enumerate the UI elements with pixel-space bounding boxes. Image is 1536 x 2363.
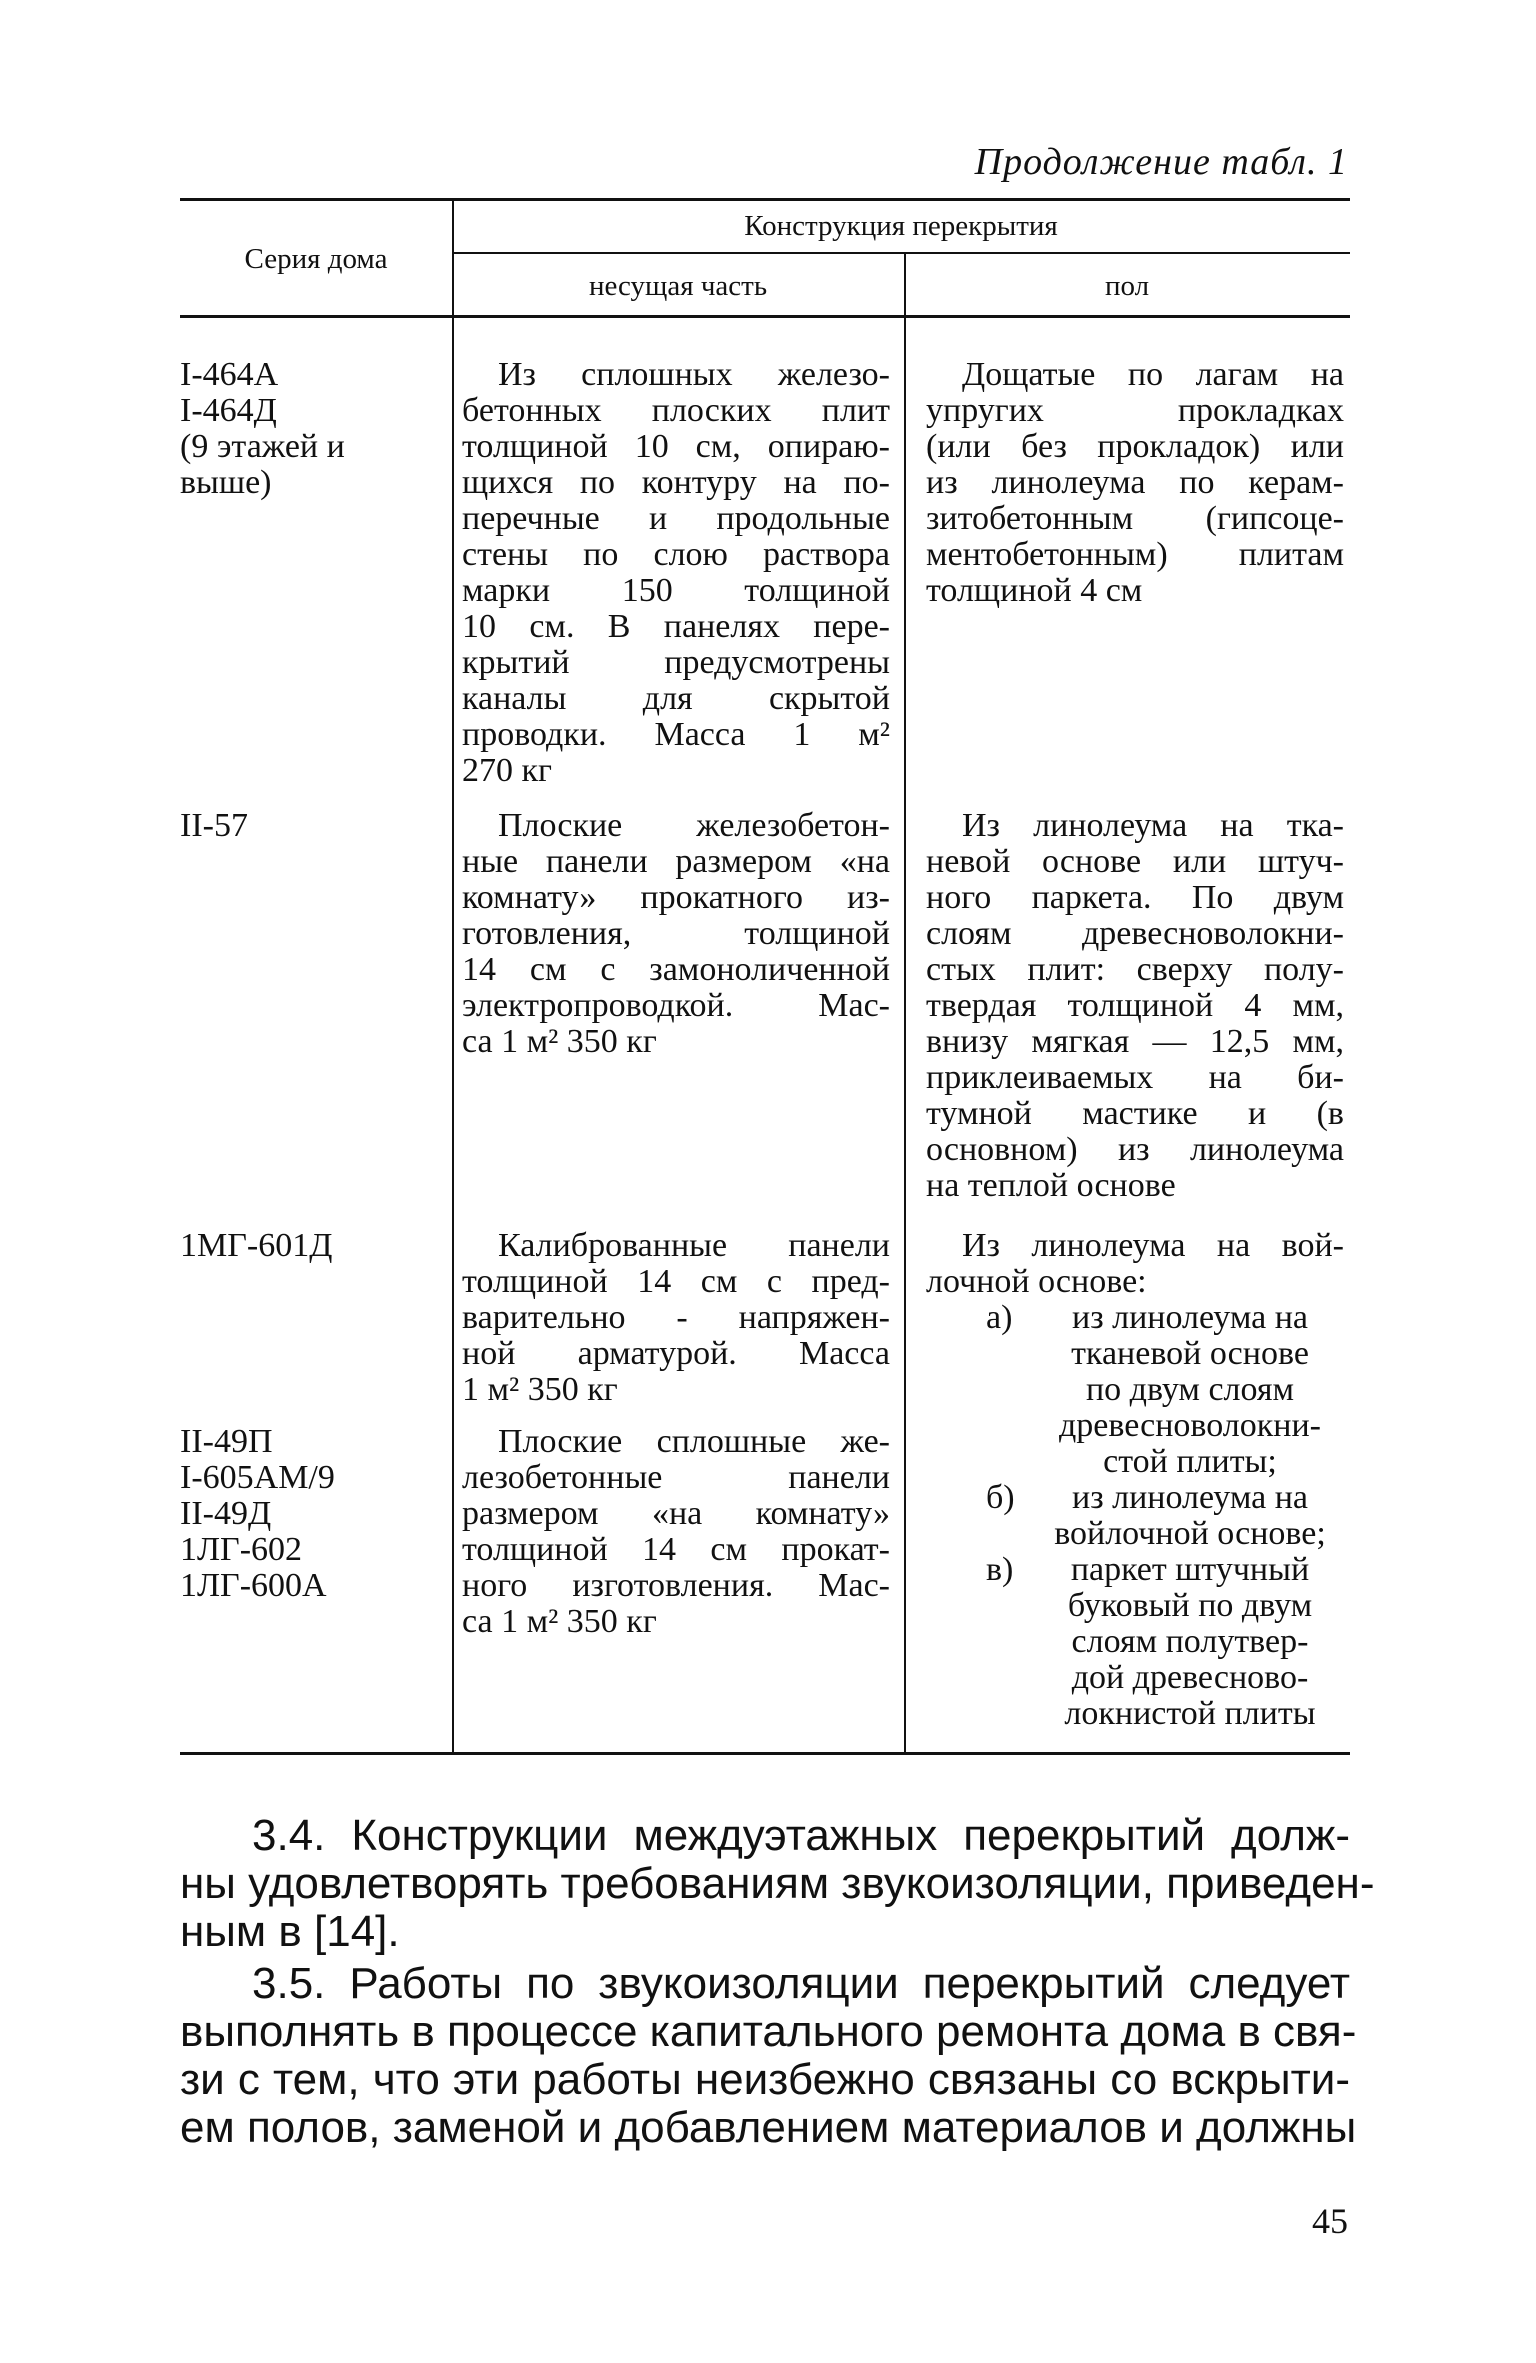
text-line: стены по слою раствора bbox=[462, 536, 890, 573]
text-line: основном) из линолеума bbox=[926, 1131, 1344, 1168]
text-line: толщиной 10 см, опираю- bbox=[462, 428, 890, 465]
header-floor: пол bbox=[1104, 270, 1150, 302]
text-line: стых плит: сверху полу- bbox=[926, 951, 1344, 988]
text-line: каналы для скрытой bbox=[462, 680, 890, 717]
series-line: (9 этажей и bbox=[180, 428, 345, 465]
text-line: зи с тем, что эти работы неизбежно связаны со вскрыти- bbox=[180, 2055, 1350, 2104]
column-divider-2 bbox=[904, 254, 906, 1752]
text-line: слоям древесноволокни- bbox=[926, 915, 1344, 952]
text-line: тумной мастике и (в bbox=[926, 1095, 1344, 1132]
text-line: ным в [14]. bbox=[180, 1907, 400, 1956]
text-line: лезобетонные панели bbox=[462, 1459, 890, 1496]
row3-bearing bbox=[462, 1228, 890, 1408]
floor-options-list bbox=[926, 1300, 1344, 1732]
text-line: электропроводкой. Мас- bbox=[462, 987, 890, 1024]
text-line: Из линолеума на вой- bbox=[962, 1227, 1344, 1264]
text-line: (или без прокладок) или bbox=[926, 428, 1344, 465]
text-line: толщиной 4 см bbox=[926, 572, 1143, 609]
series-line: I-464Д bbox=[180, 392, 277, 429]
paragraph-3-4 bbox=[180, 1811, 1375, 1956]
header-bottom-rule bbox=[180, 315, 1350, 318]
text-line: лочной основе: bbox=[926, 1263, 1147, 1300]
row2-series bbox=[180, 808, 410, 844]
text-line: варительно - напряжен- bbox=[462, 1299, 890, 1336]
row1-bearing bbox=[462, 357, 890, 789]
table-caption: Продолжение табл. 1 bbox=[974, 141, 1348, 183]
text-line: Из линолеума на тка- bbox=[962, 807, 1344, 844]
series-line: II-57 bbox=[180, 807, 248, 844]
text-line: локнистой плиты bbox=[1064, 1695, 1316, 1732]
list-marker: в) bbox=[986, 1551, 1014, 1588]
text-line: войлочной основе; bbox=[1054, 1515, 1326, 1552]
page-number: 45 bbox=[1312, 2201, 1348, 2241]
text-line: 3.5. Работы по звукоизоляции перекрытий следует bbox=[252, 1959, 1350, 2008]
row3-series bbox=[180, 1228, 410, 1264]
header-mid-rule bbox=[452, 252, 1350, 254]
series-line: 1ЛГ-602 bbox=[180, 1531, 303, 1568]
text-line: готовления, толщиной bbox=[462, 915, 890, 952]
text-line: са 1 м² 350 кг bbox=[462, 1603, 657, 1640]
series-line: II-49П bbox=[180, 1423, 273, 1460]
text-line: из линолеума на bbox=[1072, 1479, 1308, 1516]
text-line: дой древесново- bbox=[1071, 1659, 1309, 1696]
text-line: крытий предусмотрены bbox=[462, 644, 890, 681]
text-line: проводки. Масса 1 м² bbox=[462, 716, 890, 753]
text-line: перечные и продольные bbox=[462, 500, 890, 537]
table-bottom-rule bbox=[180, 1752, 1350, 1755]
row4-series bbox=[180, 1424, 410, 1604]
list-item bbox=[926, 1552, 1344, 1732]
row1-floor bbox=[926, 357, 1344, 609]
text-line: ментобетонным) плитам bbox=[926, 536, 1344, 573]
list-item bbox=[926, 1480, 1344, 1552]
text-line: древесноволокни- bbox=[1058, 1407, 1322, 1444]
text-line: Калиброванные панели bbox=[498, 1227, 890, 1264]
header-series: Серия дома bbox=[244, 243, 388, 275]
text-line: ем полов, заменой и добавлением материалов и должны bbox=[180, 2103, 1357, 2152]
text-line: Плоские сплошные же- bbox=[498, 1423, 890, 1460]
paragraph-3-5 bbox=[180, 1959, 1357, 2152]
series-line: I-605АМ/9 bbox=[180, 1459, 335, 1496]
text-line: упругих прокладках bbox=[926, 392, 1344, 429]
text-line: 1 м² 350 кг bbox=[462, 1371, 618, 1408]
text-line: внизу мягкая — 12,5 мм, bbox=[926, 1023, 1344, 1060]
text-line: ны удовлетворять требованиям звукоизоляции, приведен- bbox=[180, 1859, 1375, 1908]
table-top-rule bbox=[180, 198, 1350, 201]
text-line: марки 150 толщиной bbox=[462, 572, 890, 609]
text-line: комнату» прокатного из- bbox=[462, 879, 890, 916]
list-marker: а) bbox=[986, 1299, 1013, 1336]
row2-bearing bbox=[462, 808, 890, 1060]
text-line: са 1 м² 350 кг bbox=[462, 1023, 657, 1060]
series-line: II-49Д bbox=[180, 1495, 272, 1532]
text-line: толщиной 14 см прокат- bbox=[462, 1531, 890, 1568]
text-line: буковый по двум bbox=[1067, 1587, 1313, 1624]
text-line: ной арматурой. Масса bbox=[462, 1335, 890, 1372]
series-line: I-464А bbox=[180, 356, 279, 393]
text-line: из линолеума по керам- bbox=[926, 464, 1344, 501]
text-line: Из сплошных железо- bbox=[498, 356, 890, 393]
text-line: паркет штучный bbox=[1070, 1551, 1310, 1588]
text-line: невой основе или штуч- bbox=[926, 843, 1344, 880]
text-line: тканевой основе bbox=[1071, 1335, 1309, 1372]
series-line: 1ЛГ-600А bbox=[180, 1567, 327, 1604]
row3-floor-intro bbox=[926, 1228, 1344, 1300]
text-line: ные панели размером «на bbox=[462, 843, 890, 880]
header-bearing: несущая часть bbox=[588, 270, 768, 302]
text-line: стой плиты; bbox=[1103, 1443, 1277, 1480]
text-line: 270 кг bbox=[462, 752, 552, 789]
text-line: твердая толщиной 4 мм, bbox=[926, 987, 1344, 1024]
header-construction: Конструкция перекрытия bbox=[744, 210, 1058, 242]
text-line: бетонных плоских плит bbox=[462, 392, 890, 429]
text-line: 3.4. Конструкции междуэтажных перекрытий долж- bbox=[252, 1811, 1350, 1860]
list-item bbox=[926, 1300, 1344, 1480]
series-line: выше) bbox=[180, 464, 272, 501]
list-marker: б) bbox=[986, 1479, 1015, 1516]
text-line: толщиной 14 см с пред- bbox=[462, 1263, 890, 1300]
text-line: зитобетонным (гипсоце- bbox=[926, 500, 1344, 537]
text-line: Плоские железобетон- bbox=[498, 807, 890, 844]
column-divider-1 bbox=[452, 198, 454, 1752]
text-line: щихся по контуру на по- bbox=[462, 464, 890, 501]
text-line: ного паркета. По двум bbox=[926, 879, 1344, 916]
text-line: приклеиваемых на би- bbox=[926, 1059, 1344, 1096]
text-line: 14 см с замоноличенной bbox=[462, 951, 890, 988]
text-line: из линолеума на bbox=[1072, 1299, 1308, 1336]
text-line: ного изготовления. Мас- bbox=[462, 1567, 890, 1604]
text-line: размером «на комнату» bbox=[462, 1495, 890, 1532]
text-line: на теплой основе bbox=[926, 1167, 1176, 1204]
text-line: выполнять в процессе капитального ремонта дома в свя- bbox=[180, 2007, 1357, 2056]
row1-series bbox=[180, 357, 410, 501]
text-line: по двум слоям bbox=[1085, 1371, 1295, 1408]
text-line: 10 см. В панелях пере- bbox=[462, 608, 890, 645]
row2-floor bbox=[926, 808, 1344, 1204]
text-line: Дощатые по лагам на bbox=[962, 356, 1344, 393]
row4-bearing bbox=[462, 1424, 890, 1640]
text-line: слоям полутвер- bbox=[1071, 1623, 1309, 1660]
series-line: 1МГ-601Д bbox=[180, 1227, 333, 1264]
